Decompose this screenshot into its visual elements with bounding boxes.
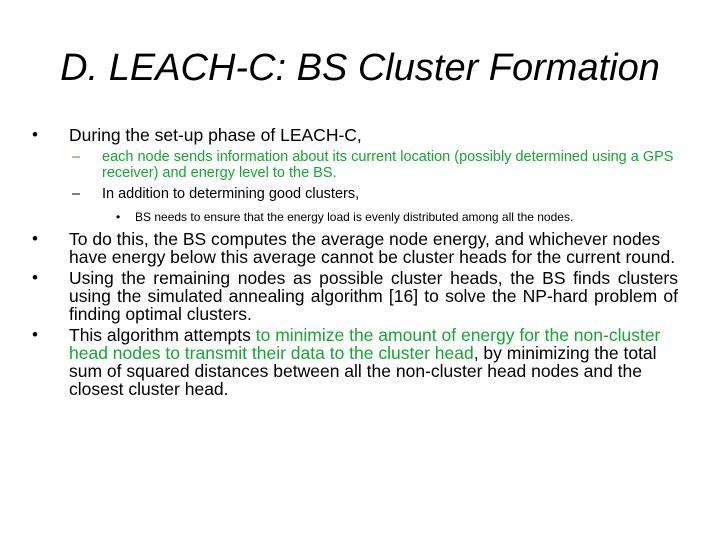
sub-sub-bullet-text: BS needs to ensure that the energy load is evenly distributed among all the nodes.: [135, 210, 574, 224]
slide-content: [30, 126, 678, 401]
bullet-text: Using the remaining nodes as possible cluster heads, the BS finds clusters using the simulated annealing algorithm [16] to solve the NP-hard problem of finding optimal clusters.: [69, 268, 678, 324]
bullet-average-energy: [30, 230, 678, 266]
bullet-algorithm-minimize: [30, 326, 678, 398]
sub-bullet-location-info: [30, 149, 678, 181]
sub-bullet-text: In addition to determining good clusters,: [102, 186, 360, 202]
bullet-text-after: , by minimizing the total sum of squared distances between all the non-cluster head nodes and the closest cluster head.: [69, 343, 657, 399]
slide-title: D. LEACH-C: BS Cluster Formation: [60, 47, 660, 89]
dash-icon: –: [72, 186, 81, 202]
bullet-icon: •: [32, 125, 38, 144]
bullet-icon: •: [116, 210, 121, 224]
sub-sub-bullet-energy-load: [30, 210, 678, 225]
sub-bullet-good-clusters: [30, 186, 678, 202]
bullet-text: To do this, the BS computes the average node energy, and whichever nodes have energy below this average cannot be cluster heads for the current round.: [69, 229, 676, 267]
bullet-icon: •: [32, 229, 38, 248]
bullet-simulated-annealing: [30, 269, 678, 323]
bullet-text-highlight: to minimize the amount of energy for the non-cluster head nodes to transmit their data to the cluster head: [69, 325, 661, 363]
sub-bullet-text: each node sends information about its current location (possibly determined using a GPS receiver) and energy level to the BS.: [102, 149, 674, 181]
bullet-icon: •: [32, 268, 38, 287]
bullet-setup-phase: [30, 126, 678, 144]
dash-icon: –: [72, 149, 81, 165]
bullet-text: During the set-up phase of LEACH-C,: [69, 125, 362, 145]
bullet-icon: •: [32, 325, 38, 344]
bullet-text-before: This algorithm attempts: [69, 325, 256, 345]
